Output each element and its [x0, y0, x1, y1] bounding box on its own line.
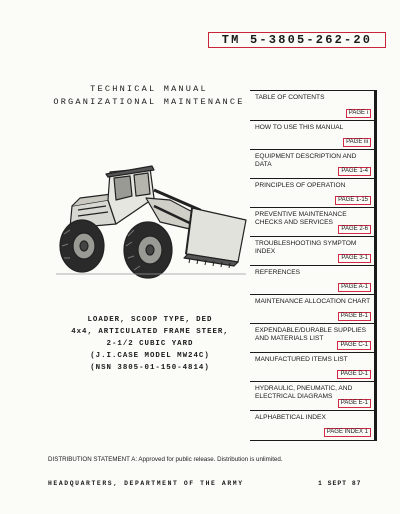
toc-item-label: TABLE OF CONTENTS — [255, 94, 325, 101]
toc-page-ref[interactable]: PAGE 3-1 — [338, 254, 371, 263]
toc-item-label: MAINTENANCE ALLOCATION CHART — [255, 298, 371, 305]
toc-page-ref[interactable]: PAGE 1-15 — [335, 196, 371, 205]
toc-item-label: EXPENDABLE/DURABLE SUPPLIES AND MATERIALS LIST — [255, 327, 367, 342]
toc-item-label: HYDRAULIC, PNEUMATIC, AND ELECTRICAL DIAGRAMS — [255, 385, 353, 400]
distribution-statement: DISTRIBUTION STATEMENT A: Approved for public release. Distribution is unlimited. — [48, 456, 283, 463]
toc-item-diagrams[interactable] — [250, 381, 377, 411]
toc-item-label: PRINCIPLES OF OPERATION — [255, 182, 346, 189]
toc-page-ref[interactable]: PAGE A-1 — [338, 283, 371, 292]
toc-page-ref[interactable]: PAGE C-1 — [337, 341, 371, 350]
toc-item-how-to-use[interactable] — [250, 120, 377, 150]
equipment-description-line-2: 4x4, ARTICULATED FRAME STEER, — [71, 328, 229, 336]
toc-item-label: REFERENCES — [255, 269, 301, 276]
equipment-description-line-1: LOADER, SCOOP TYPE, DED — [87, 316, 213, 324]
equipment-description-line-3: 2-1/2 CUBIC YARD — [106, 340, 194, 348]
toc-item-table-of-contents[interactable] — [250, 90, 377, 121]
manual-title: TECHNICAL MANUAL — [90, 84, 208, 94]
headquarters-line: HEADQUARTERS, DEPARTMENT OF THE ARMY — [48, 480, 244, 487]
toc-item-label: HOW TO USE THIS MANUAL — [255, 124, 344, 131]
toc-page-ref[interactable]: PAGE INDEX 1 — [324, 428, 371, 437]
toc-item-maintenance-allocation-chart[interactable] — [250, 294, 377, 324]
toc-page-ref[interactable]: PAGE i — [346, 109, 371, 118]
toc-item-troubleshooting[interactable] — [250, 236, 377, 266]
scoop-loader-illustration — [50, 150, 250, 290]
toc-page-ref[interactable]: PAGE 2-6 — [338, 225, 371, 234]
toc-item-equipment-description[interactable] — [250, 149, 377, 179]
toc-item-label: MANUFACTURED ITEMS LIST — [255, 356, 348, 363]
toc-page-ref[interactable]: PAGE B-1 — [338, 312, 371, 321]
tm-number: TM 5-3805-262-20 — [208, 32, 386, 48]
toc-item-label: PREVENTIVE MAINTENANCE CHECKS AND SERVICES — [255, 211, 347, 226]
toc-item-references[interactable] — [250, 265, 377, 295]
toc-item-label: EQUIPMENT DESCRIPTION AND DATA — [255, 153, 357, 168]
toc-item-label: TROUBLESHOOTING SYMPTOM INDEX — [255, 240, 357, 255]
manual-subtitle: ORGANIZATIONAL MAINTENANCE — [53, 97, 245, 107]
toc-page-ref[interactable]: PAGE E-1 — [338, 399, 371, 408]
toc-item-principles-of-operation[interactable] — [250, 178, 377, 208]
toc-item-pmcs[interactable] — [250, 207, 377, 237]
toc-item-manufactured-items[interactable] — [250, 352, 377, 382]
toc-item-label: ALPHABETICAL INDEX — [255, 414, 326, 421]
toc-item-alphabetical-index[interactable] — [250, 410, 377, 441]
equipment-nsn: (NSN 3805-01-150-4814) — [90, 364, 210, 372]
toc-page-ref[interactable]: PAGE D-1 — [337, 370, 371, 379]
toc-page-ref[interactable]: PAGE iii — [343, 138, 371, 147]
toc-item-supplies-list[interactable] — [250, 323, 377, 353]
publication-date: 1 SEPT 87 — [318, 480, 362, 487]
equipment-model: (J.I.CASE MODEL MW24C) — [90, 352, 210, 360]
toc-page-ref[interactable]: PAGE 1-4 — [338, 167, 371, 176]
